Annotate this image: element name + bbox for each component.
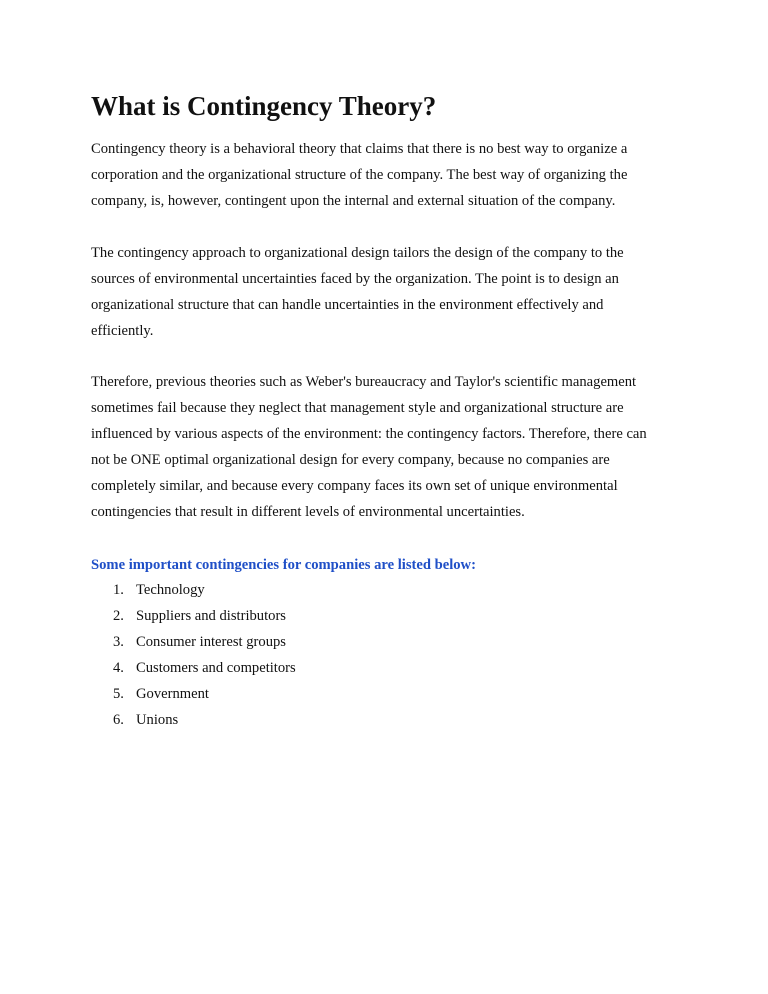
list-item-text: Government	[136, 686, 209, 702]
list-item-number: 5.	[113, 686, 124, 702]
paragraph-approach	[91, 240, 681, 344]
page-title: What is Contingency Theory?	[91, 91, 437, 121]
paragraph-line: contingencies that result in different levels of environmental uncertainties.	[91, 504, 525, 520]
paragraph-line: organizational structure that can handle uncertainties in the environment effectively and	[91, 297, 604, 313]
paragraph-line: not be ONE optimal organizational design for every company, because no companies are	[91, 452, 610, 468]
list-item-text: Suppliers and distributors	[136, 608, 286, 624]
paragraph-line: corporation and the organizational structure of the company. The best way of organizing the	[91, 167, 628, 183]
list-item-number: 1.	[113, 582, 124, 598]
paragraph-line: sometimes fail because they neglect that management style and organizational structure are	[91, 400, 624, 416]
paragraph-line: completely similar, and because every company faces its own set of unique environmental	[91, 478, 618, 494]
paragraph-line: sources of environmental uncertainties faced by the organization. The point is to design an	[91, 271, 619, 287]
list-item-text: Customers and competitors	[136, 660, 296, 676]
paragraph-line: The contingency approach to organizational design tailors the design of the company to the	[91, 245, 624, 261]
list-item-number: 4.	[113, 660, 124, 676]
list-heading: Some important contingencies for companies are listed below:	[91, 557, 476, 573]
paragraph-line: company, is, however, contingent upon the internal and external situation of the company.	[91, 193, 616, 209]
list-item-number: 6.	[113, 712, 124, 728]
paragraph-definition	[91, 136, 681, 214]
list-item-number: 2.	[113, 608, 124, 624]
paragraph-line: Contingency theory is a behavioral theory that claims that there is no best way to organize a	[91, 141, 628, 157]
paragraph-line: influenced by various aspects of the environment: the contingency factors. Therefore, there can	[91, 426, 647, 442]
paragraph-line: Therefore, previous theories such as Weber's bureaucracy and Taylor's scientific management	[91, 374, 637, 390]
paragraph-previous-theories	[91, 369, 681, 525]
list-item-text: Consumer interest groups	[136, 634, 286, 650]
list-item-number: 3.	[113, 634, 124, 650]
list-item-text: Technology	[136, 582, 205, 598]
paragraph-line: efficiently.	[91, 323, 154, 339]
list-item-text: Unions	[136, 712, 179, 728]
